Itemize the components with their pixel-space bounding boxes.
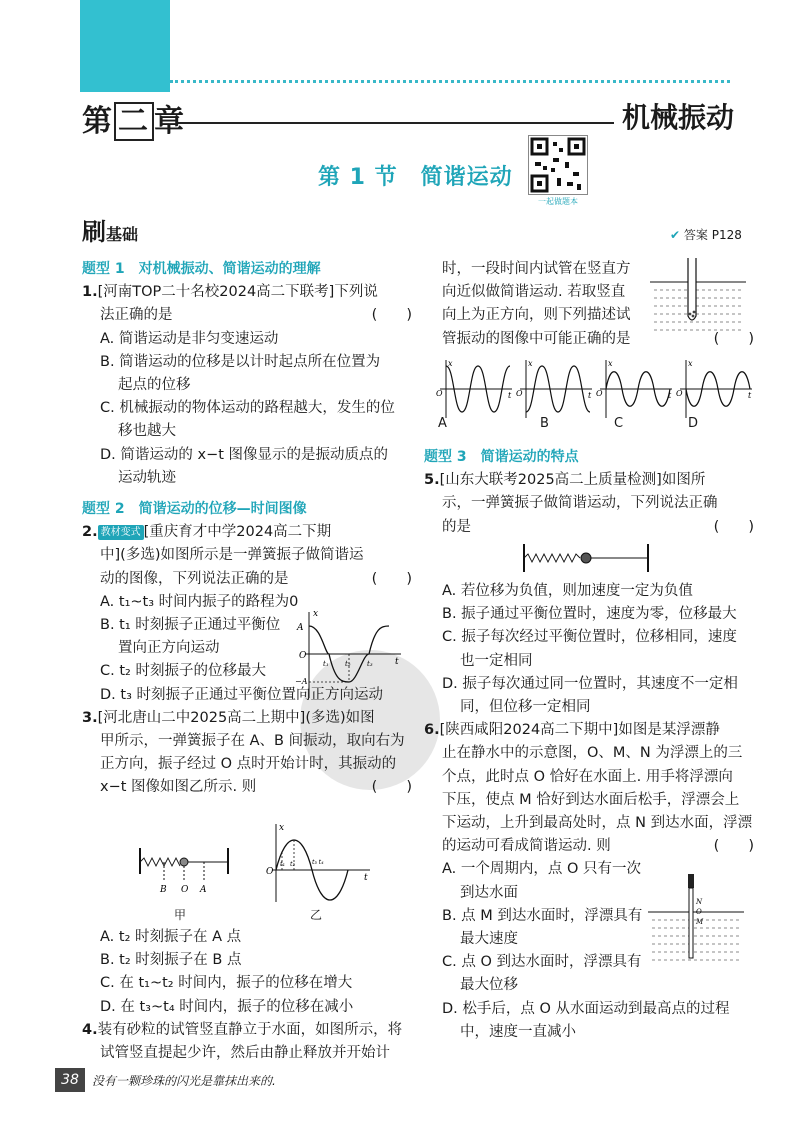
section-title: 第 1 节 简谐运动 <box>318 165 513 190</box>
q4-graph-b <box>516 359 592 418</box>
q1-option-d-cont: 运动轨迹 <box>118 469 176 486</box>
svg-text:N: N <box>696 898 703 906</box>
q5-stem-2: 示，一弹簧振子做简谐运动，下列说法正确 <box>442 495 718 512</box>
svg-text:O: O <box>299 651 307 661</box>
svg-text:O: O <box>266 867 274 877</box>
q5-option-d: D. 振子每次通过同一位置时，其速度不一定相 <box>442 675 738 692</box>
q2-option-b: B. t₁ 时刻振子正通过平衡位 <box>100 617 281 634</box>
q6-option-b: B. 点 M 到达水面时，浮漂具有 <box>442 907 643 924</box>
q2-xt-graph <box>295 606 405 702</box>
qr-code-icon <box>528 135 588 195</box>
right-column-q5 <box>424 580 754 1044</box>
q4-stem-5: 向上为正方向，则下列描述试 <box>442 307 631 324</box>
svg-text:t: t <box>588 391 592 400</box>
q6-stem-2: 止在静水中的示意图，O、M、N 为浮漂上的三 <box>442 745 743 762</box>
q2-stem: 2. 教材变式 [重庆育才中学2024高二下期 <box>82 524 332 541</box>
svg-text:−A: −A <box>295 677 308 686</box>
svg-text:t: t <box>364 873 368 883</box>
svg-text:t₂: t₂ <box>290 861 295 868</box>
right-column-mid <box>424 446 754 539</box>
svg-text:x: x <box>313 609 319 619</box>
type-heading-2: 题型 2 简谐运动的位移—时间图像 <box>82 501 307 518</box>
q4-graph-a <box>436 359 512 418</box>
q4-stem: 4.装有砂粒的试管竖直静立于水面，如图所示，将 <box>82 1021 403 1038</box>
q4-label-c: C <box>614 416 624 431</box>
q2-stem-2: 中](多选)如图所示是一弹簧振子做简谐运 <box>100 547 364 564</box>
q6-stem: 6.[陕西咸阳2024高二下期中]如图是某浮漂静 <box>424 722 720 739</box>
q4-graph-c <box>596 359 672 418</box>
type-heading-1: 题型 1 对机械振动、简谐运动的理解 <box>82 261 321 277</box>
check-icon: ✔ <box>670 228 681 242</box>
q3-option-d: D. 在 t₃~t₄ 时间内，振子的位移在减小 <box>100 998 354 1015</box>
q1-option-c: C. 机械振动的物体运动的路程越大，发生的位 <box>100 400 395 417</box>
svg-text:t: t <box>668 391 672 400</box>
q1-option-b-cont: 起点的位移 <box>118 377 191 394</box>
q2-option-d: D. t₃ 时刻振子正通过平衡位置向正方向运动 <box>100 686 383 703</box>
q3-spring-figure-jia <box>136 838 236 898</box>
q6-option-c-cont: 最大位移 <box>460 977 518 994</box>
footer-motto: 没有一颗珍珠的闪光是靠抹出来的. <box>92 1074 276 1088</box>
svg-text:t: t <box>748 391 752 400</box>
left-column-lower <box>82 926 412 1065</box>
chapter-label: 第 二 章 <box>82 104 186 139</box>
q4-label-d: D <box>688 416 699 431</box>
q4-stem-4: 向近似做简谐运动. 若取竖直 <box>442 284 626 301</box>
left-column <box>82 258 412 800</box>
svg-text:t: t <box>395 657 399 667</box>
header-color-block <box>80 0 170 92</box>
fig-label-jia: 甲 <box>174 908 187 922</box>
svg-text:x: x <box>448 359 453 368</box>
svg-text:t: t <box>508 391 512 400</box>
q3-stem-3: 正方向，振子经过 O 点时开始计时，其振动的 <box>100 756 397 773</box>
q3-option-c: C. 在 t₁~t₂ 时间内，振子的位移在增大 <box>100 975 353 992</box>
q5-spring-figure <box>520 542 652 576</box>
q6-stem-5: 下运动，上升到最高处时，点 N 到达水面，浮漂 <box>442 815 753 832</box>
q1-option-d: D. 简谐运动的 x−t 图像显示的是振动质点的 <box>100 446 389 463</box>
q4-test-tube-figure <box>650 256 746 338</box>
q3-option-b: B. t₂ 时刻振子在 B 点 <box>100 952 242 969</box>
q2-option-b-cont: 置向正方向运动 <box>118 640 220 657</box>
svg-text:t₁: t₁ <box>323 660 329 668</box>
svg-text:t₃ t₄: t₃ t₄ <box>312 859 324 866</box>
q4-label-a: A <box>438 416 447 431</box>
q5-stem-3: 的是 ( ) <box>442 518 754 535</box>
svg-text:O: O <box>596 389 603 398</box>
q1-stem: 1.[河南TOP二十名校2024高二下联考]下列说 <box>82 284 378 301</box>
svg-text:O: O <box>436 389 443 398</box>
q6-option-a-cont: 到达水面 <box>460 884 518 901</box>
q6-float-figure <box>648 872 744 968</box>
chapter-rule <box>178 122 614 124</box>
page-number: 38 <box>55 1068 85 1092</box>
q4-option-graphs <box>430 356 750 436</box>
q3-stem-4: x−t 图像如图乙所示. 则 ( ) <box>100 779 412 796</box>
svg-text:O: O <box>181 885 189 895</box>
q5-option-b: B. 振子通过平衡位置时，速度为零，位移最大 <box>442 606 737 623</box>
q3-option-a: A. t₂ 时刻振子在 A 点 <box>100 929 242 945</box>
svg-text:t₂: t₂ <box>345 660 351 668</box>
qr-caption: 一起做题本 <box>538 197 578 206</box>
svg-text:x: x <box>688 359 693 368</box>
svg-text:O: O <box>516 389 523 398</box>
q5-option-c: C. 振子每次经过平衡位置时，位移相同，速度 <box>442 629 737 646</box>
q4-graph-d <box>676 359 752 418</box>
svg-text:x: x <box>279 823 285 833</box>
q5-option-d-cont: 同，但位移一定相同 <box>460 699 591 716</box>
q3-stem: 3.[河北唐山二中2025高二上期中](多选)如图 <box>82 709 375 726</box>
svg-text:x: x <box>528 359 533 368</box>
q5-option-a: A. 若位移为负值，则加速度一定为负值 <box>442 583 693 599</box>
q1-option-c-cont: 移也越大 <box>118 423 176 440</box>
q3-xt-graph-yi <box>264 820 374 904</box>
svg-text:B: B <box>160 885 167 895</box>
chapter-title: 机械振动 <box>622 101 735 134</box>
q2-option-a: A. t₁~t₃ 时间内振子的路程为0 <box>100 593 299 610</box>
svg-text:t₁: t₁ <box>280 861 285 868</box>
q6-option-d-cont: 中，速度一直减小 <box>460 1023 576 1040</box>
svg-text:A: A <box>200 885 207 895</box>
svg-text:t₃: t₃ <box>367 660 373 668</box>
q2-stem-3: 动的图像，下列说法正确的是 ( ) <box>100 570 412 587</box>
q2-option-c: C. t₂ 时刻振子的位移最大 <box>100 663 266 680</box>
q6-option-b-cont: 最大速度 <box>460 931 518 948</box>
svg-text:O: O <box>696 908 702 916</box>
q4-stem-2: 试管竖直提起少许，然后由静止释放并开始计 <box>100 1045 390 1062</box>
textbook-variant-badge: 教材变式 <box>98 525 144 540</box>
type-heading-3: 题型 3 简谐运动的特点 <box>424 449 579 465</box>
q6-option-d: D. 松手后，点 O 从水面运动到最高点的过程 <box>442 1000 730 1017</box>
svg-text:x: x <box>608 359 613 368</box>
q6-option-a: A. 一个周期内，点 O 只有一次 <box>442 861 642 878</box>
q4-stem-3: 时，一段时间内试管在竖直方 <box>442 261 631 277</box>
header-dotted-line <box>170 80 730 83</box>
q6-stem-6: 的运动可看成简谐运动. 则 ( ) <box>442 838 754 855</box>
q4-stem-6: 管振动的图像中可能正确的是 ( ) <box>442 330 754 347</box>
svg-text:A: A <box>297 623 304 633</box>
svg-text:M: M <box>696 918 704 926</box>
q5-option-c-cont: 也一定相同 <box>460 652 533 669</box>
answer-reference: ✔ 答案 P128 <box>670 228 742 242</box>
q4-label-b: B <box>540 416 549 431</box>
q6-stem-4: 下压，使点 M 恰好到达水面后松手，浮漂会上 <box>442 791 740 808</box>
q1-option-a: A. 简谐运动是非匀变速运动 <box>100 330 279 347</box>
q6-stem-3: 个点，此时点 O 恰好在水面上. 用手将浮漂向 <box>442 768 733 785</box>
fig-label-yi: 乙 <box>310 908 323 922</box>
q6-option-c: C. 点 O 到达水面时，浮漂具有 <box>442 954 642 971</box>
practice-heading: 刷基础 <box>82 218 139 246</box>
q1-stem-2: 法正确的是 ( ) <box>100 307 412 324</box>
q1-option-b: B. 简谐运动的位移是以计时起点所在位置为 <box>100 353 381 370</box>
svg-text:O: O <box>676 389 683 398</box>
q3-stem-2: 甲所示，一弹簧振子在 A、B 间振动，取向右为 <box>100 733 405 750</box>
q5-stem: 5.[山东大联考2025高二上质量检测]如图所 <box>424 472 706 489</box>
